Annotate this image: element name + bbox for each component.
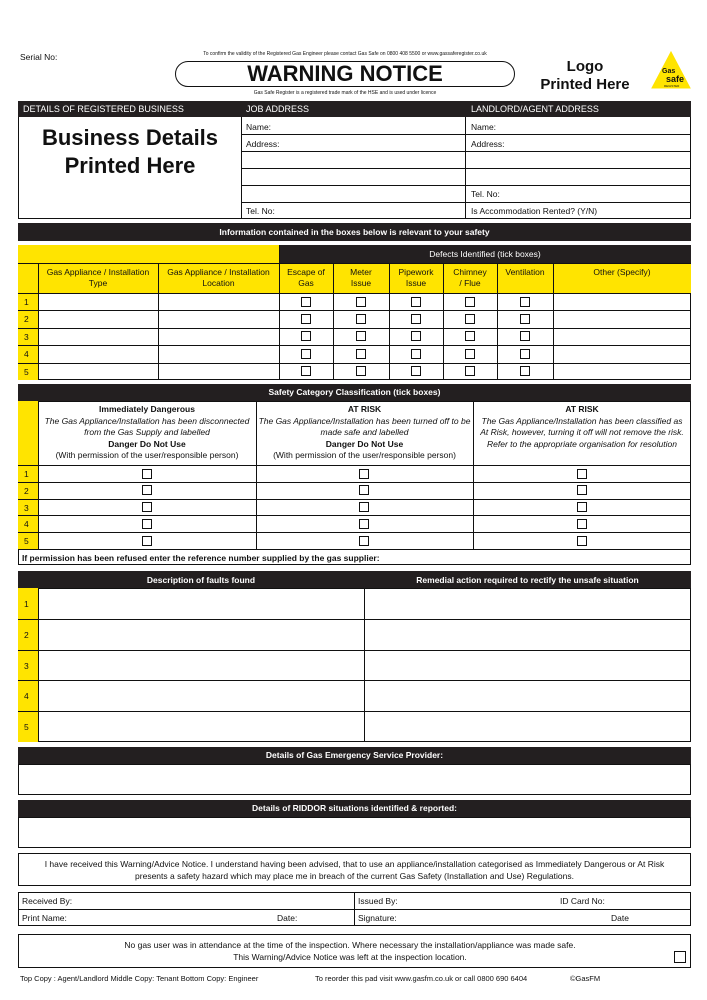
defects-column-header: Escape of Gas bbox=[287, 267, 325, 288]
safety-checkbox[interactable] bbox=[142, 519, 152, 529]
remedial-action-field[interactable] bbox=[365, 620, 690, 649]
faults-row-number: 2 bbox=[24, 629, 29, 640]
defect-checkbox[interactable] bbox=[465, 349, 475, 359]
remedial-action-field[interactable] bbox=[365, 651, 690, 680]
faults-description-header: Description of faults found bbox=[146, 575, 256, 585]
landlord-name-label[interactable]: Name: bbox=[471, 122, 497, 132]
defects-column-header: Other (Specify) bbox=[593, 267, 651, 277]
defect-checkbox[interactable] bbox=[356, 349, 366, 359]
ar1-title: AT RISK bbox=[347, 404, 382, 414]
defects-blank-header bbox=[18, 245, 279, 263]
defects-column-header: Gas Appliance / Installation Type bbox=[46, 267, 150, 288]
defect-checkbox[interactable] bbox=[411, 314, 421, 324]
date-field[interactable]: Date: bbox=[277, 913, 298, 923]
footer-reorder: To reorder this pad visit www.gasfm.co.uk or call 0800 690 6404 bbox=[315, 974, 528, 983]
safety-row-number: 2 bbox=[24, 485, 29, 496]
rented-label[interactable]: Is Accommodation Rented? (Y/N) bbox=[471, 206, 598, 216]
safety-checkbox[interactable] bbox=[142, 502, 152, 512]
safety-row-number: 4 bbox=[24, 519, 29, 530]
ar1-text: The Gas Appliance/Installation has been turned off to be made safe and labelled bbox=[258, 415, 471, 437]
defects-column-header: Pipework Issue bbox=[398, 267, 434, 288]
logo-line1: Logo bbox=[566, 58, 604, 75]
no-user-line1: No gas user was in attendance at the time of the inspection. Where necessary the installation/appliance was made safe. bbox=[124, 940, 576, 950]
acknowledgement: I have received this Warning/Advice Notice. I understand having been advised, that to use an appliance/installation categorised as Immediately Dangerous or At Risk presents a safety hazard which may place me in breach of the current Gas Safety (Installation and Use) Regulations. bbox=[18, 853, 691, 886]
defect-checkbox[interactable] bbox=[520, 331, 530, 341]
job-address-label[interactable]: Address: bbox=[246, 139, 280, 149]
safety-checkbox[interactable] bbox=[577, 502, 587, 512]
gas-safe-logo bbox=[650, 50, 692, 90]
defect-checkbox[interactable] bbox=[301, 331, 311, 341]
id-card-field[interactable]: ID Card No: bbox=[560, 896, 605, 906]
fault-description-field[interactable] bbox=[39, 651, 363, 680]
defect-checkbox[interactable] bbox=[520, 314, 530, 324]
faults-row-number: 5 bbox=[24, 722, 29, 733]
safety-header: Safety Category Classification (tick boxes) bbox=[18, 384, 691, 401]
riddor-header: Details of RIDDOR situations identified & reported: bbox=[18, 800, 691, 817]
defect-checkbox[interactable] bbox=[356, 331, 366, 341]
safety-checkbox[interactable] bbox=[577, 469, 587, 479]
defect-checkbox[interactable] bbox=[411, 349, 421, 359]
immediately-dangerous-cell bbox=[40, 404, 254, 462]
defects-header: Defects Identified (tick boxes) bbox=[279, 245, 691, 263]
defect-checkbox[interactable] bbox=[520, 366, 530, 376]
ar2-text: The Gas Appliance/Installation has been classified as At Risk, however, turning it off will not remove the risk. Refer to the appropriate organisation for resolution bbox=[480, 415, 684, 449]
at-risk-refer-cell bbox=[478, 404, 686, 450]
job-header: JOB ADDRESS bbox=[246, 104, 310, 114]
safety-row-number: 5 bbox=[24, 536, 29, 547]
remedial-action-field[interactable] bbox=[365, 589, 690, 618]
logo-line2: Printed Here bbox=[540, 76, 630, 93]
landlord-tel-label[interactable]: Tel. No: bbox=[471, 189, 500, 199]
serial-label: Serial No: bbox=[20, 52, 58, 62]
safety-checkbox[interactable] bbox=[577, 519, 587, 529]
issued-by-field[interactable]: Issued By: bbox=[358, 896, 398, 906]
safety-checkbox[interactable] bbox=[359, 536, 369, 546]
faults-row-number: 4 bbox=[24, 691, 29, 702]
no-user-text bbox=[30, 939, 670, 963]
fault-description-field[interactable] bbox=[39, 620, 363, 649]
id-permission: (With permission of the user/responsible person) bbox=[55, 450, 239, 460]
safety-checkbox[interactable] bbox=[359, 519, 369, 529]
footer-copyright: ©GasFM bbox=[570, 974, 601, 983]
riddor-field[interactable] bbox=[18, 817, 691, 848]
safety-checkbox[interactable] bbox=[359, 502, 369, 512]
defect-checkbox[interactable] bbox=[465, 366, 475, 376]
defects-row-number: 3 bbox=[24, 331, 29, 342]
sub-note: Gas Safe Register is a registered trade mark of the HSE and is used under licence bbox=[253, 90, 437, 96]
gas-safe-text3: REGISTER bbox=[664, 84, 680, 88]
id-title: Immediately Dangerous bbox=[99, 404, 195, 414]
ar1-warning: Danger Do Not Use bbox=[325, 438, 404, 449]
at-risk-turned-off-cell bbox=[258, 404, 471, 462]
footer-copies: Top Copy : Agent/Landlord Middle Copy: Tenant Bottom Copy: Engineer bbox=[20, 974, 259, 983]
safety-checkbox[interactable] bbox=[142, 536, 152, 546]
safety-checkbox[interactable] bbox=[577, 485, 587, 495]
defect-checkbox[interactable] bbox=[301, 366, 311, 376]
safety-checkbox[interactable] bbox=[142, 469, 152, 479]
business-placeholder: Business Details Printed Here bbox=[41, 125, 219, 178]
safety-checkbox[interactable] bbox=[359, 469, 369, 479]
page-title: WARNING NOTICE bbox=[175, 61, 515, 87]
date2-field[interactable]: Date bbox=[611, 913, 629, 923]
gas-safe-text1: Gas bbox=[662, 68, 676, 75]
safety-checkbox[interactable] bbox=[577, 536, 587, 546]
ar2-title: AT RISK bbox=[565, 404, 599, 414]
faults-row-number: 1 bbox=[24, 599, 29, 609]
id-text: The Gas Appliance/Installation has been disconnected from the Gas Supply and labelled bbox=[44, 415, 250, 437]
defects-row-number: 2 bbox=[24, 314, 29, 325]
defect-checkbox[interactable] bbox=[465, 331, 475, 341]
no-user-line2: This Warning/Advice Notice was left at the inspection location. bbox=[233, 952, 467, 962]
defect-checkbox[interactable] bbox=[465, 297, 475, 307]
safety-row-number: 1 bbox=[24, 469, 29, 479]
id-warning: Danger Do Not Use bbox=[108, 438, 186, 449]
business-header: DETAILS OF REGISTERED BUSINESS bbox=[23, 104, 184, 114]
job-tel-label[interactable]: Tel. No: bbox=[246, 206, 275, 216]
defects-column-header: Chimney / Flue bbox=[453, 267, 487, 288]
landlord-header: LANDLORD/AGENT ADDRESS bbox=[471, 104, 599, 114]
landlord-address-label[interactable]: Address: bbox=[471, 139, 505, 149]
defect-checkbox[interactable] bbox=[411, 297, 421, 307]
info-bar: Information contained in the boxes below is relevant to your safety bbox=[18, 223, 691, 241]
defect-checkbox[interactable] bbox=[356, 314, 366, 324]
defects-column-header: Meter Issue bbox=[350, 267, 372, 288]
no-user-checkbox[interactable] bbox=[674, 951, 686, 963]
defect-checkbox[interactable] bbox=[301, 314, 311, 324]
fault-description-field[interactable] bbox=[39, 712, 363, 741]
safety-row-number: 3 bbox=[24, 502, 29, 513]
defect-checkbox[interactable] bbox=[356, 297, 366, 307]
safety-checkbox[interactable] bbox=[142, 485, 152, 495]
fault-description-field[interactable] bbox=[39, 589, 363, 618]
faults-row-number: 3 bbox=[24, 660, 29, 671]
defects-row-number: 4 bbox=[24, 349, 29, 360]
defect-checkbox[interactable] bbox=[520, 297, 530, 307]
logo-placeholder bbox=[530, 58, 640, 94]
emergency-field[interactable] bbox=[18, 764, 691, 795]
print-name-field[interactable]: Print Name: bbox=[22, 913, 67, 923]
remedial-action-field[interactable] bbox=[365, 681, 690, 710]
emergency-header: Details of Gas Emergency Service Provider: bbox=[18, 747, 691, 764]
defects-column-header: Ventilation bbox=[505, 267, 545, 277]
job-name-label[interactable]: Name: bbox=[246, 122, 272, 132]
defect-checkbox[interactable] bbox=[411, 366, 421, 376]
defects-row-number: 5 bbox=[24, 366, 29, 377]
signature-field[interactable]: Signature: bbox=[358, 913, 397, 923]
received-by-field[interactable]: Received By: bbox=[22, 896, 73, 906]
fault-description-field[interactable] bbox=[39, 681, 363, 710]
ar1-permission: (With permission of the user/responsible person) bbox=[273, 450, 456, 460]
defects-column-header: Gas Appliance / Installation Location bbox=[167, 267, 270, 288]
defects-row-number: 1 bbox=[24, 297, 29, 307]
defect-checkbox[interactable] bbox=[520, 349, 530, 359]
defect-checkbox[interactable] bbox=[301, 349, 311, 359]
defect-checkbox[interactable] bbox=[301, 297, 311, 307]
defect-checkbox[interactable] bbox=[411, 331, 421, 341]
defect-checkbox[interactable] bbox=[465, 314, 475, 324]
remedial-action-field[interactable] bbox=[365, 712, 690, 741]
gas-safe-text2: safe bbox=[666, 74, 685, 84]
refused-text[interactable]: If permission has been refused enter the reference number supplied by the gas supplier: bbox=[22, 553, 380, 563]
faults-remedial-header: Remedial action required to rectify the unsafe situation bbox=[416, 575, 639, 585]
defect-checkbox[interactable] bbox=[356, 366, 366, 376]
safety-checkbox[interactable] bbox=[359, 485, 369, 495]
top-note: To confirm the validity of the Registered Gas Engineer please contact Gas Safe on 0800 408 5500 or www.gassaferegister.co.uk bbox=[203, 51, 487, 57]
